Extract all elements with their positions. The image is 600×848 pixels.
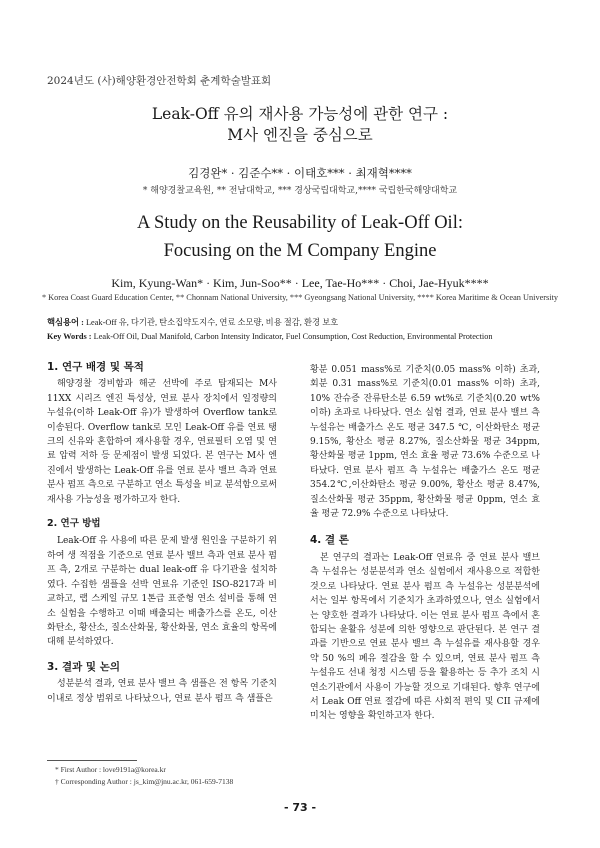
english-title-line2: Focusing on the M Company Engine: [163, 241, 437, 261]
section3-continued: 황분 0.051 mass%로 기준치(0.05 mass% 이하) 초과, 회분 0.31 mass%로 기준치(0.01 mass% 이하) 초과, 10% 잔슈증 잔류탄소분 6.59 wt%로 기준치(0.20 wt% 이하) 초과로 나타났다. 연소 실험 결과, 연료 분사 밸브 측 누설유는 배출가스 온도 평균 347.5 ℃, 이산화탄소 평균 9.15%, 황산소 평균 8.27%, 질소산화물 평균 34ppm, 황산화물 평균 1ppm, 연소 효율 평균 73.6% 수준으로 나타났다. 연료 분사 펌프 측 누설유는 배출가스 온도 평균 354.2℃,이산화탄소 평균 9.00%, 황산소 평균 8.47%, 질소산화물 평균 35ppm, 황산화물 평균 0ppm, 연소 효율 평균 72.9% 수준으로 나타났다.: [310, 365, 540, 520]
english-keywords-label: Key Words :: [47, 332, 92, 341]
conference-name: 2024년도 (사)해양환경안전학회 춘계학술발표회: [47, 75, 272, 87]
left-column: [47, 360, 277, 706]
english-keywords: [47, 330, 557, 343]
section4-body: 본 연구의 결과는 Leak-Off 연료유 중 연료 분사 밸브 측 누설유는 성분분석과 연소 실험에서 재사용으로 적합한 것으로 나타났다. 연료 분사 펌프 측 누설유는 성분분석에서는 일부 항목에서 기준치가 초과하였으나, 연소 실험에서는 양호한 결과가 나타났다. 이는 연료 분사 펌프 측에서 혼합되는 윤활유 성분에 의한 영향으로 판단된다. 본 연구 결과를 기반으로 연료 분사 밸브 측 누설유를 재사용할 경우 약 50 %의 폐유 절감을 할 수 있으며, 연료 분사 펌프 측 누설유도 선내 청정 시스템 등을 활용하는 등 추가 조치 시 연소기관에서 사용이 가능할 것으로 기대된다. 향후 연구에서 Leak Off 연료 절감에 따른 사회적 편익 및 CII 규제에 미치는 영향을 확인하고자 한다.: [310, 552, 540, 722]
footnote-corresponding-author: † Corresponding Author : js_kim@jnu.ac.kr, 061-659-7138: [55, 777, 234, 786]
page-number: - 73 -: [283, 801, 317, 814]
section1-heading: 1. 연구 배경 및 목적: [47, 361, 144, 373]
footnote-divider: [47, 760, 137, 761]
korean-title-line2: M사 엔진을 중심으로: [227, 126, 373, 144]
section2-heading: 2. 연구 방법: [47, 518, 101, 530]
english-title-line1: A Study on the Reusability of Leak-Off Oil:: [137, 213, 463, 233]
right-column: [310, 363, 540, 724]
section4-heading: 4. 결 론: [310, 534, 349, 547]
korean-title: [0, 104, 600, 146]
korean-affiliation: * 해양경찰교육원, ** 전남대학교, *** 경상국립대학교,**** 국립한국해양대학교: [142, 186, 458, 196]
section3-body: 성분분석 결과, 연료 분사 밸브 측 샘플은 전 항목 기준치 이내로 정상 범위로 나타났으나, 연료 분사 펌프 측 샘플은: [47, 679, 277, 704]
english-title: [0, 209, 600, 265]
section3-heading: 3. 결과 및 논의: [47, 660, 120, 673]
korean-keywords: [47, 316, 557, 329]
english-affiliation: * Korea Coast Guard Education Center, ** Chonnam National University, *** Gyeongsang National University, **** Korea Maritime & Ocean University: [41, 293, 559, 302]
korean-keywords-text: Leak-Off 유, 다기관, 탄소집약도지수, 연료 소모량, 비용 절감, 환경 보호: [85, 318, 339, 327]
footnote-first-author: * First Author : love9191a@korea.kr: [55, 765, 166, 774]
korean-keywords-label: 핵심용어 :: [47, 318, 84, 327]
section2-body: Leak-Off 유 사용에 따른 문제 발생 원인을 구분하기 위하여 생 적점을 기준으로 연료 분사 밸브 측과 연료 분사 펌프 측, 2개로 구분하는 dual leak-off 유 다기관을 설치하였다. 수집한 샘플을 선박 연료유 기준인 ISO-8217과 비교하고, 랩 스케일 규모 1톤급 표준형 연소 설비를 통해 연소 실험을 수행하고 이때 배출되는 배출가스를 온도, 이산화탄소, 황산소, 질소산화물, 황산화물, 연소 효율의 항목에 대해 분석하였다.: [47, 536, 277, 648]
korean-authors: 김경완* · 김준수** · 이태호*** · 최재혁****: [188, 166, 412, 180]
english-keywords-text: Leak-Off Oil, Dual Manifold, Carbon Intensity Indicator, Fuel Consumption, Cost Reduction, Environmental Protection: [93, 332, 493, 341]
korean-title-line1: Leak-Off 유의 재사용 가능성에 관한 연구 :: [151, 105, 449, 123]
english-authors: Kim, Kyung-Wan* · Kim, Jun-Soo** · Lee, Tae-Ho*** · Choi, Jae-Hyuk****: [111, 276, 489, 290]
section1-body: 해양경찰 경비함과 해군 선박에 주로 탑재되는 M사 11XX 시리즈 엔진 특성상, 연료 분사 장치에서 일정량의 누설유(이하 Leak-Off 유)가 발생하여 Overflow tank로 이송된다. Overflow tank로 모인 Leak-Off 유를 연료 탱크의 신유와 혼합하여 재사용할 경우, 연료필터 오염 및 연료 압력 저하 등 문제점이 발생 되었다. 본 연구는 M사 엔진에서 발생하는 Leak-Off 유를 연료 분사 밸브 측과 연료 분사 펌프 측으로 구분하고 연소 특성을 비교 분석함으로써 재사용 가능성을 평가하고자 한다.: [47, 379, 277, 505]
